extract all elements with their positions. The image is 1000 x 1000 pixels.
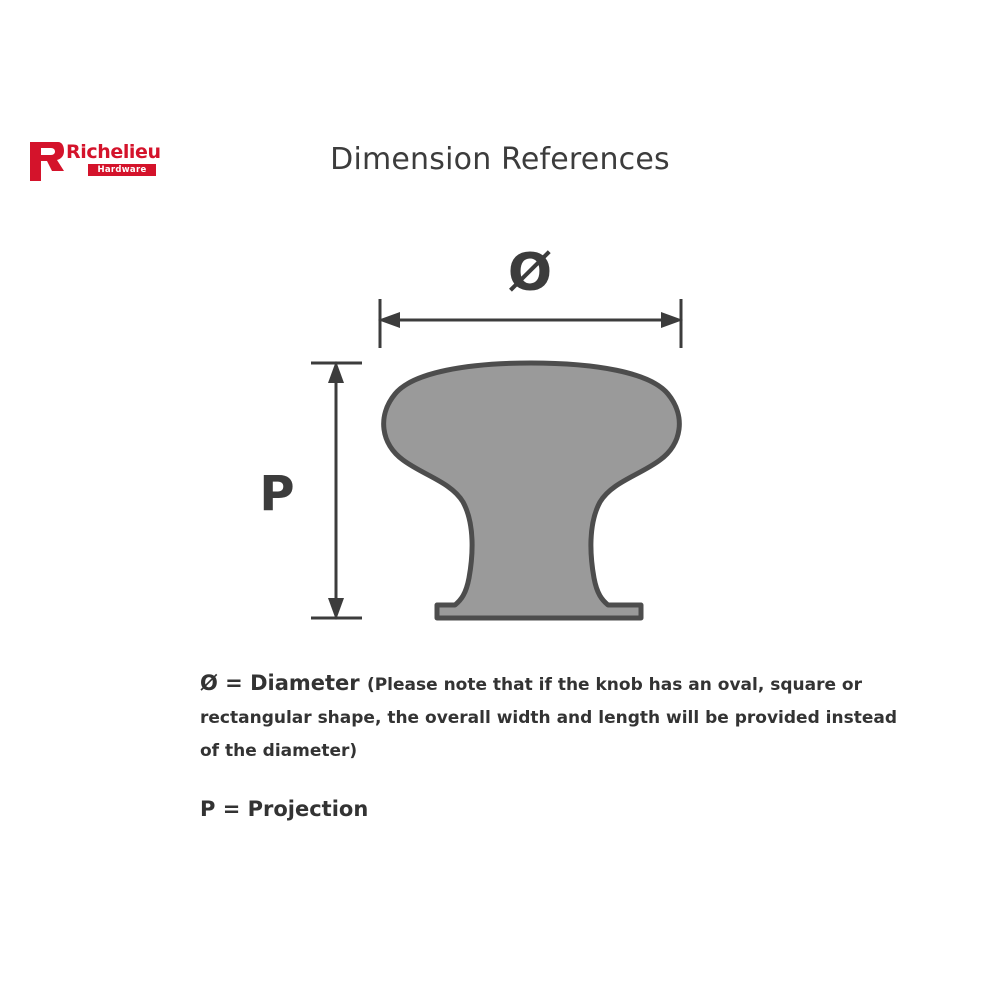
knob-shape <box>384 363 680 618</box>
legend-projection: P = Projection <box>200 797 369 821</box>
page-title: Dimension References <box>330 142 670 177</box>
brand-tagline: Hardware <box>88 164 156 176</box>
projection-symbol-label <box>259 466 294 522</box>
svg-text:Ø: Ø <box>507 243 553 303</box>
legend-diameter-key: Ø = Diameter <box>200 671 367 695</box>
diameter-symbol-label <box>508 243 552 303</box>
legend-diameter-note: (Please note that if the knob has an oval, square or rectangular shape, the overall width and length will be provided instead of the diameter) <box>200 675 898 761</box>
legend <box>200 668 920 821</box>
diameter-dimension-arrow <box>378 299 683 348</box>
svg-text:P: P <box>259 466 295 522</box>
projection-dimension-arrow <box>311 361 362 620</box>
legend-diameter <box>200 668 920 767</box>
brand-name: Richelieu <box>66 141 161 163</box>
